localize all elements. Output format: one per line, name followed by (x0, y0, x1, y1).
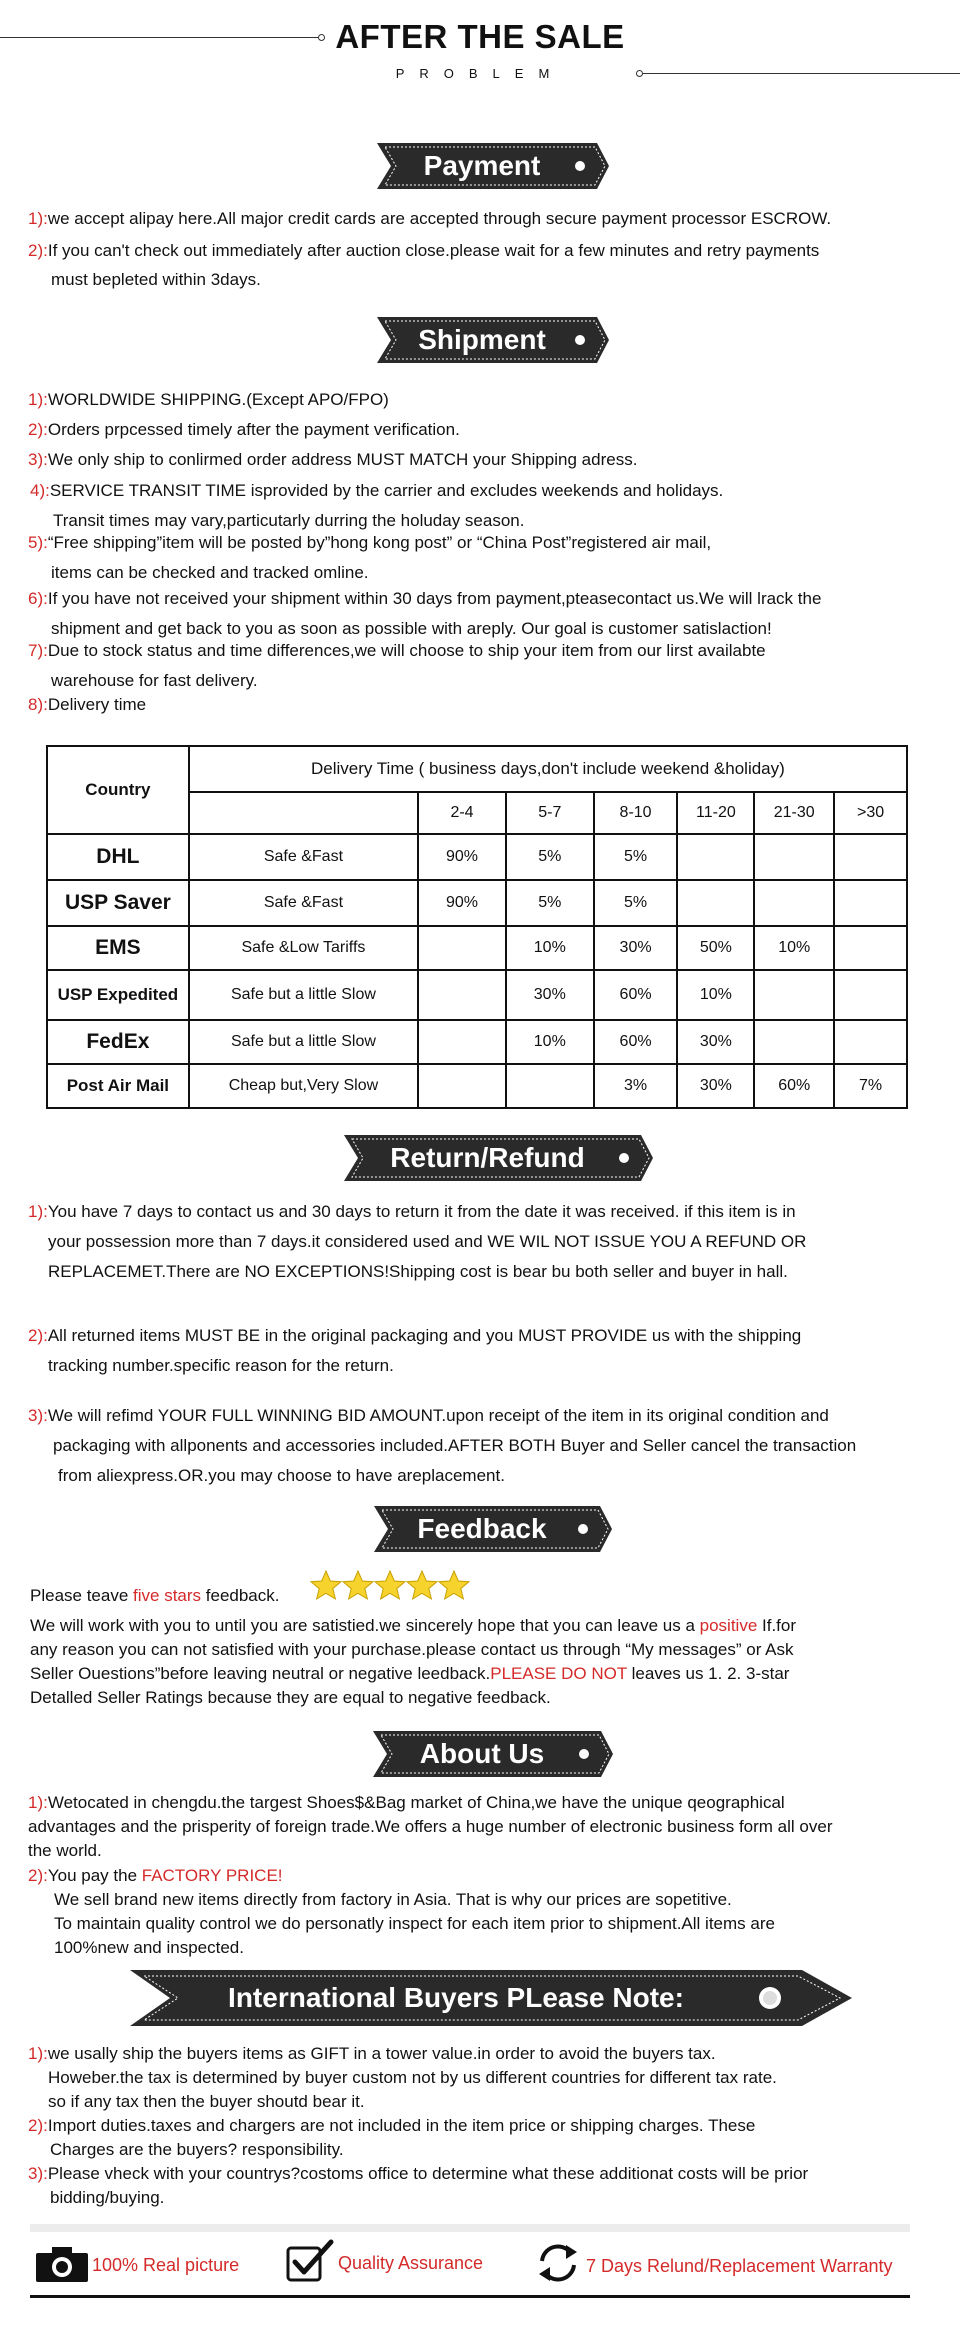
value-cell (834, 926, 907, 970)
service-cell: Safe but a little Slow (189, 970, 418, 1020)
table-row (47, 926, 907, 970)
value-cell: 60% (594, 970, 678, 1020)
intl-item-1-cont: Howeber.the tax is determined by buyer custom not by us different countries for different tax rate. (48, 2068, 777, 2087)
value-cell: 5% (506, 834, 594, 880)
value-cell: 5% (594, 834, 678, 880)
table-row (47, 970, 907, 1020)
shipment-item-5: 5):“Free shipping”item will be posted by”hong kong post” or “China Post”registered air mail, (28, 533, 712, 552)
value-cell (418, 1064, 506, 1108)
shipment-item-7-cont: warehouse for fast delivery. (51, 671, 258, 690)
refresh-icon (533, 2240, 583, 2286)
shipment-item-1: 1):WORLDWIDE SHIPPING.(Except APO/FPO) (28, 390, 389, 409)
shipment-item-8: 8):Delivery time (28, 695, 147, 714)
intl-item-2: 2):Import duties.taxes and chargers are not included in the item price or shipping charges. These (28, 2116, 756, 2135)
shipment-item-2: 2):Orders prpcessed timely after the payment verification. (28, 420, 460, 439)
payment-item-1: 1):we accept alipay here.All major credit cards are accepted through secure payment processor ESCROW. (28, 209, 832, 228)
service-cell: Safe but a little Slow (189, 1020, 418, 1064)
payment-item-2: 2):If you can't check out immediately after auction close.please wait for a few minutes and retry payments (28, 241, 820, 260)
section-banner-international (130, 1970, 852, 2026)
intl-item-1-cont: so if any tax then the buyer shoutd bear it. (48, 2092, 365, 2111)
intl-item-3: 3):Please vheck with your countrys?costoms office to determine what these additionat costs will be prior (28, 2164, 809, 2183)
section-banner-payment (377, 143, 609, 189)
about-item-1: 1):Wetocated in chengdu.the targest Shoes$&Bag market of China,we have the unique qeographical (28, 1793, 785, 1812)
value-cell: 30% (594, 926, 678, 970)
column-header: 2-4 (418, 792, 506, 834)
value-cell: 10% (677, 970, 754, 1020)
service-cell: Safe &Fast (189, 834, 418, 880)
star-icon (374, 1570, 406, 1602)
feedback-para-line: Detalled Seller Ratings because they are equal to negative feedback. (30, 1688, 551, 1707)
value-cell: 10% (754, 926, 834, 970)
refund-item-3: 3):We will refimd YOUR FULL WINNING BID AMOUNT.upon receipt of the item in its original condition and (28, 1406, 829, 1425)
star-icon (438, 1570, 470, 1602)
star-icon (406, 1570, 438, 1602)
value-cell: 60% (754, 1064, 834, 1108)
value-cell (506, 1064, 594, 1108)
camera-icon (34, 2244, 90, 2284)
intl-item-3-cont: bidding/buying. (50, 2188, 165, 2207)
shipment-item-5-cont: items can be checked and tracked omline. (51, 563, 369, 582)
service-cell: Cheap but,Very Slow (189, 1064, 418, 1108)
footer-real-picture: 100% Real picture (92, 2255, 240, 2275)
section-title-about: About Us (419, 1738, 545, 1769)
refund-item-3-cont: packaging with allponents and accessories included.AFTER BOTH Buyer and Seller cancel the transaction (53, 1436, 857, 1455)
value-cell: 30% (677, 1064, 754, 1108)
header-right-dot (636, 70, 643, 77)
footer-bottom-line (30, 2295, 910, 2298)
refund-item-1-cont: REPLACEMET.There are NO EXCEPTIONS!Shipping cost is bear bu both seller and buyer in hall. (48, 1262, 788, 1281)
section-title-shipment: Shipment (418, 324, 546, 355)
value-cell (834, 834, 907, 880)
country-cell: FedEx (47, 1020, 189, 1064)
column-header: 21-30 (754, 792, 834, 834)
value-cell (834, 970, 907, 1020)
five-stars (310, 1570, 476, 1602)
country-cell: USP Saver (47, 880, 189, 926)
value-cell: 10% (506, 926, 594, 970)
check-box-icon (285, 2238, 335, 2284)
section-title-international: International Buyers PLease Note: (228, 1982, 684, 2013)
table-row (47, 834, 907, 880)
column-header: 8-10 (594, 792, 678, 834)
column-header: 5-7 (506, 792, 594, 834)
table-row (47, 880, 907, 926)
value-cell (754, 880, 834, 926)
value-cell (418, 926, 506, 970)
section-banner-feedback (374, 1506, 612, 1552)
section-title-return: Return/Refund (390, 1142, 585, 1173)
header-right-line (643, 73, 960, 74)
about-item-2-cont: We sell brand new items directly from factory in Asia. That is why our prices are sopetitive. (54, 1890, 732, 1909)
intl-item-1: 1):we usally ship the buyers items as GIFT in a tower value.in order to avoid the buyers tax. (28, 2044, 716, 2063)
value-cell (834, 880, 907, 926)
refund-item-1-cont: your possession more than 7 days.it considered used and WE WIL NOT ISSUE YOU A REFUND OR (48, 1232, 807, 1251)
column-header: 11-20 (677, 792, 754, 834)
shipment-item-4: 4):SERVICE TRANSIT TIME isprovided by the carrier and excludes weekends and holidays. (30, 481, 724, 500)
about-item-1-cont: the world. (28, 1841, 102, 1860)
country-cell: DHL (47, 834, 189, 880)
refund-item-2: 2):All returned items MUST BE in the original packaging and you MUST PROVIDE us with the shipping (28, 1326, 802, 1345)
about-item-2: 2):You pay the FACTORY PRICE! (28, 1866, 283, 1885)
delivery-time-header: Delivery Time ( business days,don't include weekend &holiday) (189, 746, 907, 792)
country-header: Country (47, 746, 189, 834)
refund-item-1: 1):You have 7 days to contact us and 30 days to return it from the date it was received. if this item is in (28, 1202, 796, 1221)
value-cell (754, 970, 834, 1020)
value-cell: 3% (594, 1064, 678, 1108)
service-cell: Safe &Low Tariffs (189, 926, 418, 970)
value-cell: 5% (594, 880, 678, 926)
shipment-item-6-cont: shipment and get back to you as soon as possible with areply. Our goal is customer satislaction! (51, 619, 772, 638)
payment-item-2-cont: must bepleted within 3days. (51, 270, 261, 289)
value-cell (677, 880, 754, 926)
value-cell: 30% (677, 1020, 754, 1064)
shipment-item-4-cont: Transit times may vary,particutarly durring the holuday season. (53, 511, 525, 530)
country-cell: USP Expedited (47, 970, 189, 1020)
page-subtitle: PROBLEM (395, 66, 565, 81)
table-row (47, 1020, 907, 1064)
about-item-1-cont: advantages and the prisperity of foreign trade.We offers a huge number of electronic business form all over (28, 1817, 833, 1836)
intl-item-2-cont: Charges are the buyers? responsibility. (50, 2140, 344, 2159)
section-title-payment: Payment (423, 150, 541, 181)
value-cell: 5% (506, 880, 594, 926)
section-banner-shipment (377, 317, 609, 363)
about-item-2-cont: 100%new and inspected. (54, 1938, 244, 1957)
refund-item-3-cont: from aliexpress.OR.you may choose to have areplacement. (58, 1466, 505, 1485)
country-cell: EMS (47, 926, 189, 970)
value-cell (754, 834, 834, 880)
value-cell (834, 1020, 907, 1064)
shipment-item-7: 7):Due to stock status and time differences,we will choose to ship your item from our lirst availabte (28, 641, 766, 660)
value-cell (418, 970, 506, 1020)
feedback-para-line: Seller Ouestions”before leaving neutral or negative leedback.PLEASE DO NOT leaves us 1. 2. 3-star (30, 1664, 790, 1683)
star-icon (310, 1570, 342, 1602)
country-cell: Post Air Mail (47, 1064, 189, 1108)
value-cell: 60% (594, 1020, 678, 1064)
value-cell: 10% (506, 1020, 594, 1064)
table-row (47, 1064, 907, 1108)
footer-warranty: 7 Days Relund/Replacement Warranty (586, 2256, 893, 2276)
shipment-item-3: 3):We only ship to conlirmed order address MUST MATCH your Shipping adress. (28, 450, 638, 469)
service-header-blank (189, 792, 418, 834)
refund-item-2-cont: tracking number.specific reason for the return. (48, 1356, 394, 1375)
value-cell: 90% (418, 880, 506, 926)
delivery-time-table (46, 745, 908, 1109)
value-cell (418, 1020, 506, 1064)
section-banner-about (373, 1731, 613, 1777)
page-title: AFTER THE SALE (335, 18, 625, 55)
footer-quality: Quality Assurance (338, 2253, 484, 2273)
feedback-para-line: any reason you can not satisfied with your purchase.please contact us through “My messages” or Ask (30, 1640, 794, 1659)
feedback-line-1: Please teave five stars feedback. (30, 1586, 280, 1605)
value-cell: 7% (834, 1064, 907, 1108)
service-cell: Safe &Fast (189, 880, 418, 926)
value-cell (754, 1020, 834, 1064)
footer-top-bar (30, 2224, 910, 2232)
section-banner-return (344, 1135, 653, 1181)
about-item-2-cont: To maintain quality control we do personatly inspect for each item prior to shipment.All items are (54, 1914, 775, 1933)
value-cell: 90% (418, 834, 506, 880)
value-cell: 50% (677, 926, 754, 970)
section-title-feedback: Feedback (417, 1513, 547, 1544)
shipment-item-6: 6):If you have not received your shipment within 30 days from payment,pteasecontact us.We will lrack the (28, 589, 822, 608)
value-cell: 30% (506, 970, 594, 1020)
column-header: >30 (834, 792, 907, 834)
star-icon (342, 1570, 374, 1602)
feedback-para-line: We will work with you to until you are satistied.we sincerely hope that you can leave us a positive If.for (30, 1616, 797, 1635)
value-cell (677, 834, 754, 880)
